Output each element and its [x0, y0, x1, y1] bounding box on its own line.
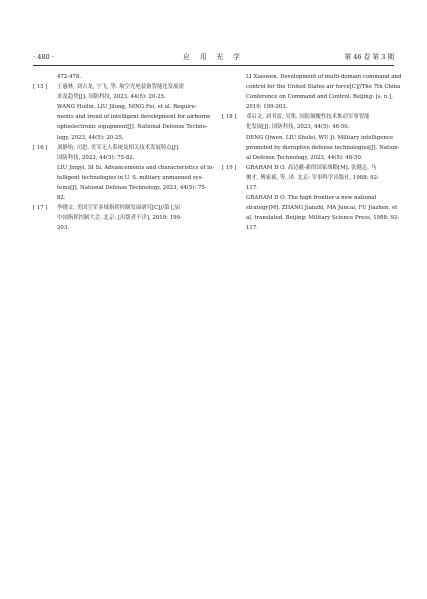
reference-line: optoelectronic equipment[J]. National Defense Techno- — [57, 124, 208, 131]
page-number: · 480 · — [33, 53, 54, 61]
reference-entry — [33, 82, 211, 143]
reference-entry — [222, 112, 400, 162]
reference-line: al, translated. Beijing: Military Science Press, 1988: 92- — [246, 215, 400, 222]
right-column — [222, 72, 400, 234]
reference-line: logy, 2023, 44(5): 20-25. — [57, 134, 124, 141]
reference-line: LI Xiaowen. Development of multi-domain command and — [246, 74, 402, 80]
reference-line: 李晓文. 美国空军多域指挥控制发展研究[C]//第七届 — [57, 205, 181, 212]
reference-line: control for the United States air force[C]//The 7th China — [246, 84, 401, 91]
reference-line: 2019: 199-203. — [246, 104, 288, 111]
reference-line: 国防科技, 2023, 44(5): 75-82. — [57, 154, 135, 161]
reference-line: 求及趋势[J]. 国防科技, 2023, 44(5): 20-25. — [57, 94, 166, 101]
reference-line: 刘静怡, 司思. 美军无人系统及相关技术发展特点[J]. — [57, 144, 180, 151]
reference-line: LIU Jingyi, SI Si. Advancements and characteristics of in- — [57, 164, 215, 171]
reference-line: 117. — [246, 185, 259, 192]
reference-continuation — [222, 72, 400, 112]
reference-line: ments and trend of intelligent development for airborne — [57, 114, 211, 121]
reference-number: [ 19 ] — [222, 164, 237, 171]
reference-line: 中国指挥控制大会. 北京: [出版者不详], 2019: 199- — [57, 215, 182, 222]
reference-line: 117. — [246, 225, 259, 232]
left-column — [33, 72, 215, 234]
reference-number: [ 15 ] — [33, 84, 48, 91]
reference-line: tems[J]. National Defense Technology, 2023, 44(5): 75- — [57, 185, 207, 192]
reference-line: Conference on Command and Control. Beijing: [s. n.], — [246, 94, 393, 101]
reference-line: DENG Qiwen, LIU Shulei, WU Ji. Military intelligence — [246, 134, 394, 141]
reference-line: 化发展[J]. 国防科技, 2023, 44(5): 46-50. — [246, 124, 350, 131]
reference-line: 俊才, 傅家祯, 等, 译. 北京: 军事科学出版社, 1988: 92- — [246, 174, 379, 181]
reference-line: 82. — [57, 195, 66, 202]
reference-line: WANG Huilin, LIU Jilong, NING Fei, et al. Require- — [57, 104, 197, 111]
reference-entry — [222, 163, 400, 234]
journal-title: 应 用 光 学 — [183, 53, 244, 61]
reference-line: GRAHAM D O. The high frontier-a new national — [246, 195, 377, 202]
reference-line: 203. — [57, 225, 70, 232]
reference-line: strategy[M]. ZHANG Jianzhi, MA Juncai, FU Jiazhen, et — [246, 205, 398, 212]
reference-line: promoted by disruptive defense technologies[J]. Nation- — [246, 144, 400, 151]
reference-number: [ 17 ] — [33, 205, 48, 212]
reference-entry — [33, 203, 211, 233]
reference-continuation — [33, 72, 211, 82]
reference-line: GRAHAM D O. 高边疆-新的国家战略[M]. 张健志, 马 — [246, 164, 377, 171]
running-header — [33, 50, 394, 64]
volume-issue: 第 46 卷 第 3 期 — [344, 53, 394, 61]
header-rule — [33, 65, 394, 66]
reference-line: al Defense Technology, 2023, 44(5): 46-50. — [246, 154, 363, 161]
reference-line: telligent technologies in U. S. military unmanned sys- — [57, 174, 204, 181]
reference-entry — [33, 143, 215, 204]
reference-number: [ 16 ] — [33, 144, 48, 151]
reference-line: 王惠林, 刘吉龙, 宁飞, 等. 航空光电装备智能化发展需 — [57, 84, 184, 91]
reference-line: 472-478. — [57, 74, 82, 80]
reference-number: [ 18 ] — [222, 114, 237, 121]
reference-line: 邓启文, 刘书雷, 吴集. 国防颠覆性技术推动军事智能 — [246, 114, 370, 121]
